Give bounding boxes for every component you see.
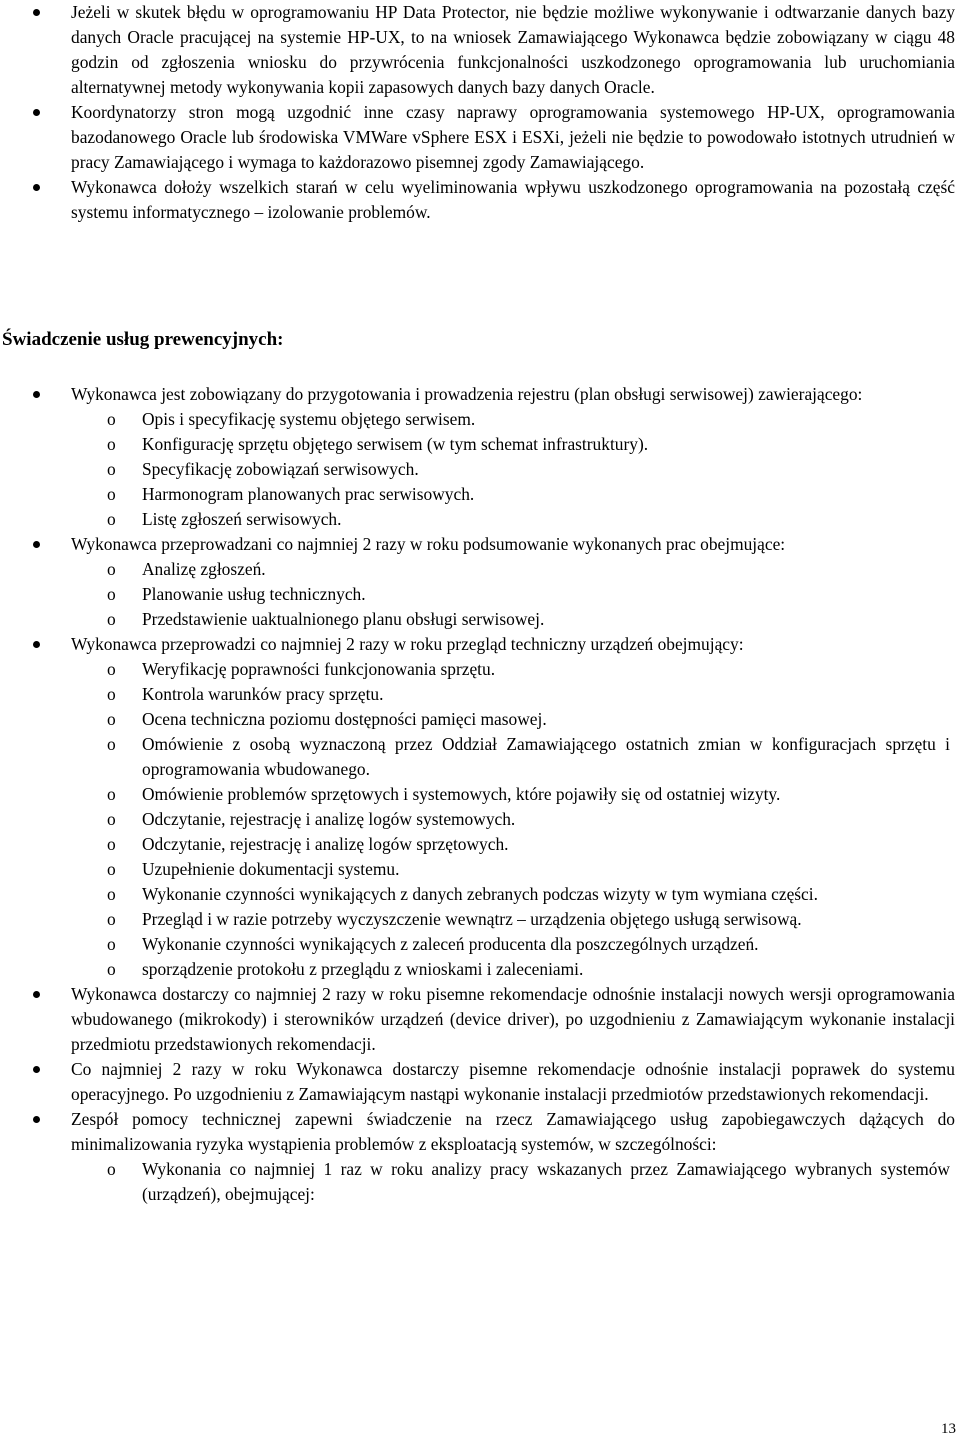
sub-marker: o [107,459,116,479]
sub-marker: o [107,859,116,879]
bullet-text: Wykonawca przeprowadzani co najmniej 2 razy w roku podsumowanie wykonanych prac obejmujące: [71,534,786,554]
sub-list [71,1157,960,1207]
sub-marker: o [107,709,116,729]
sub-marker: o [107,609,116,629]
sub-marker: o [107,509,116,529]
sub-marker: o [107,959,116,979]
sub-marker: o [107,809,116,829]
sub-marker: o [107,659,116,679]
bullet-list [0,382,960,1207]
sub-marker: o [107,409,116,429]
sub-marker: o [107,834,116,854]
section-recovery-terms [0,0,960,225]
sub-item: o Planowanie usług technicznych. [0,582,960,607]
sub-item: o Wykonania co najmniej 1 raz w roku analizy pracy wskazanych przez Zamawiającego wybranych systemów (urządzeń), obejmującej: [107,1159,950,1204]
bullet-text: Wykonawca przeprowadzi co najmniej 2 razy w roku przegląd techniczny urządzeń obejmujący: [71,634,744,654]
sub-item: o Kontrola warunków pracy sprzętu. [0,682,960,707]
bullet-item [0,1057,960,1107]
bullet-text: Wykonawca jest zobowiązany do przygotowania i prowadzenia rejestru (plan obsługi serwisowej) zawierającego: [71,384,863,404]
sub-marker: o [107,684,116,704]
sub-item: o Specyfikację zobowiązań serwisowych. [0,457,960,482]
sub-item: o Listę zgłoszeń serwisowych. [0,507,960,532]
sub-item: o Harmonogram planowanych prac serwisowych. [0,482,960,507]
sub-item: o Omówienie z osobą wyznaczoną przez Oddział Zamawiającego ostatnich zmian w konfiguracjach sprzętu i oprogramowania wbudowanego. [107,734,950,779]
sub-list [71,657,960,982]
sub-item: o Przegląd i w razie potrzeby wyczyszczenie wewnątrz – urządzenia objętego usługą serwisową. [0,907,960,932]
sub-item: o Odczytanie, rejestrację i analizę logów systemowych. [0,807,960,832]
sub-marker: o [107,559,116,579]
sub-item: o Weryfikację poprawności funkcjonowania sprzętu. [0,657,960,682]
bullet-item: Koordynatorzy stron mogą uzgodnić inne czasy naprawy oprogramowania systemowego HP-UX, oprogramowania bazodanowego Oracle lub środowiska VMWare vSphere ESX i ESXi, jeżeli nie będzie to powodowało istotnych utrudnień w pracy Zamawiającego i wymaga to każdorazowo pisemnej zgody Zamawiającego. [0,100,960,175]
bullet-item [0,982,960,1057]
sub-item: o Wykonanie czynności wynikających z danych zebranych podczas wizyty w tym wymiana części. [0,882,960,907]
sub-marker: o [107,909,116,929]
sub-item: o Przedstawienie uaktualnionego planu obsługi serwisowej. [0,607,960,632]
bullet-item [0,532,960,632]
sub-marker: o [107,784,116,804]
sub-marker: o [107,1159,116,1179]
sub-item: o Omówienie problemów sprzętowych i systemowych, które pojawiły się od ostatniej wizyty. [0,782,960,807]
sub-item: o Uzupełnienie dokumentacji systemu. [0,857,960,882]
sub-item: o Konfigurację sprzętu objętego serwisem (w tym schemat infrastruktury). [0,432,960,457]
sub-item: o Ocena techniczna poziomu dostępności pamięci masowej. [0,707,960,732]
bullet-text: Zespół pomocy technicznej zapewni świadczenie na rzecz Zamawiającego usług zapobiegawczych dążących do minimalizowania ryzyka wystąpienia problemów z eksploatacją systemów, w szczególności: [71,1109,955,1154]
sub-item: o Opis i specyfikację systemu objętego serwisem. [0,407,960,432]
bullet-item: Jeżeli w skutek błędu w oprogramowaniu HP Data Protector, nie będzie możliwe wykonywanie i odtwarzanie danych bazy danych Oracle pracującej na systemie HP-UX, to na wniosek Zamawiającego Wykonawca będzie zobowiązany w ciągu 48 godzin od zgłoszenia wniosku do przywrócenia funkcjonalności uszkodzonego oprogramowania lub uruchomiania alternatywnej metody wykonywania kopii zapasowych danych bazy danych Oracle. [0,0,960,100]
sub-marker: o [107,434,116,454]
sub-item: o Wykonanie czynności wynikających z zaleceń producenta dla poszczególnych urządzeń. [0,932,960,957]
sub-marker: o [107,584,116,604]
sub-marker: o [107,734,116,754]
bullet-item: Wykonawca dołoży wszelkich starań w celu wyeliminowania wpływu uszkodzonego oprogramowania na pozostałą część systemu informatycznego – izolowanie problemów. [0,175,960,225]
sub-marker: o [107,884,116,904]
bullet-text: Wykonawca dostarczy co najmniej 2 razy w roku pisemne rekomendacje odnośnie instalacji nowych wersji oprogramowania wbudowanego (mikrokody) i sterowników urządzeń (device driver), po uzgodnieniu z Zamawiającym wykonanie instalacji przedmiotu przedstawionych rekomendacji. [71,984,955,1054]
sub-marker: o [107,484,116,504]
bullet-item [0,382,960,532]
page-number: 13 [941,1421,956,1437]
bullet-item [0,1107,960,1207]
bullet-list [0,0,960,225]
sub-item: o Odczytanie, rejestrację i analizę logów sprzętowych. [0,832,960,857]
sub-list [71,407,960,532]
sub-marker: o [107,934,116,954]
sub-item: o sporządzenie protokołu z przeglądu z wnioskami i zaleceniami. [0,957,960,982]
sub-item: o Analizę zgłoszeń. [0,557,960,582]
section-heading: Świadczenie usług prewencyjnych: [2,329,284,350]
bullet-item [0,632,960,982]
section-preventive-services [0,382,960,1207]
sub-list [71,557,960,632]
bullet-text: Co najmniej 2 razy w roku Wykonawca dostarczy pisemne rekomendacje odnośnie instalacji poprawek do systemu operacyjnego. Po uzgodnieniu z Zamawiającym nastąpi wykonanie instalacji przedmiotów przedstawionych rekomendacji. [71,1059,955,1104]
